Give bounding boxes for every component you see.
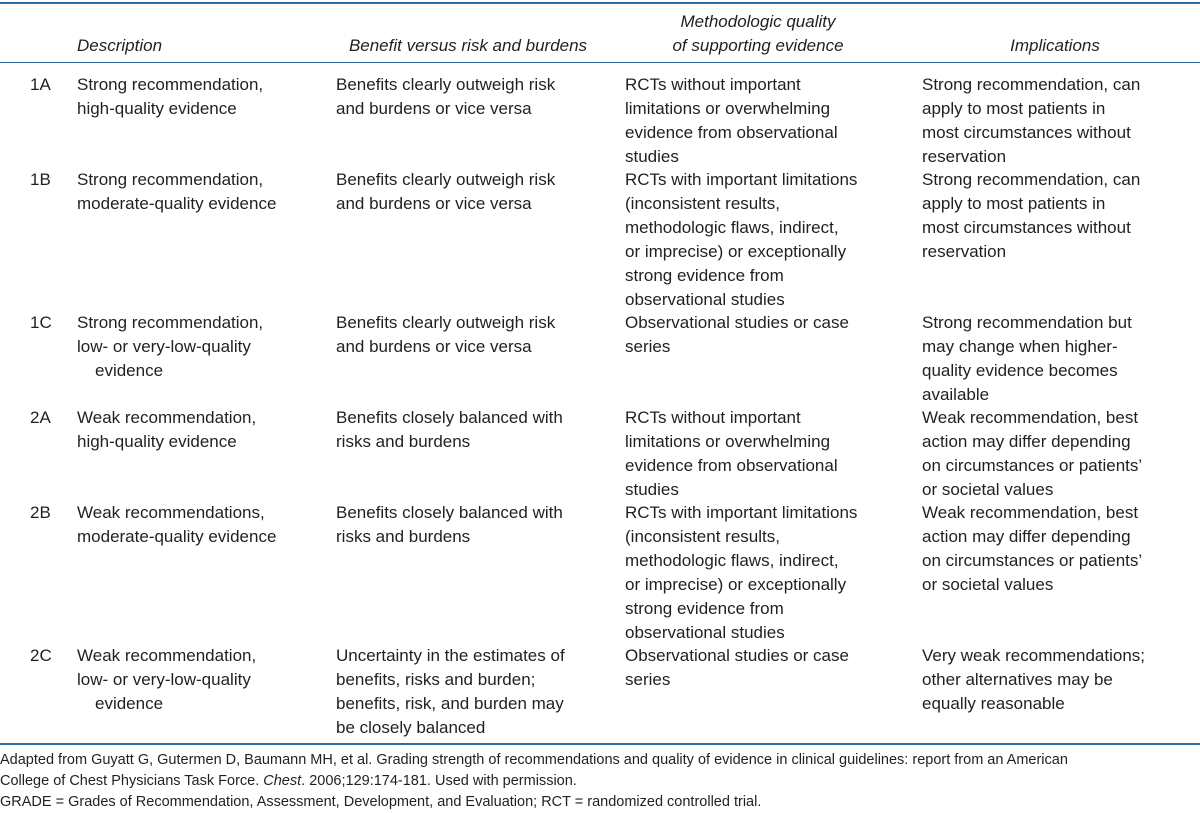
- cell-line: series: [625, 670, 671, 689]
- cell-methodologic-quality: [625, 73, 890, 169]
- cell-line: strong evidence from: [625, 266, 784, 285]
- cell-line: evidence: [95, 361, 164, 380]
- footnote-abbreviations: GRADE = Grades of Recommendation, Assessment, Development, and Evaluation; RCT = randomized controlled trial.: [0, 794, 762, 810]
- row-code: [30, 168, 70, 192]
- header-benefit: Benefit versus risk and burdens: [348, 36, 588, 55]
- cell-line: Strong recommendation,: [77, 170, 264, 189]
- cell-line: Observational studies or case: [625, 313, 849, 332]
- cell-benefit: [336, 311, 601, 359]
- cell-description: [77, 644, 342, 716]
- cell-line: low- or very-low-quality: [77, 337, 251, 356]
- cell-line: strong evidence from: [625, 599, 784, 618]
- cell-line: equally reasonable: [922, 694, 1065, 713]
- cell-line: or imprecise) or exceptionally: [625, 575, 847, 594]
- footnote-line: [0, 771, 1200, 792]
- cell-benefit: [336, 168, 601, 216]
- row-code: [30, 311, 70, 335]
- cell-implications: [922, 311, 1187, 407]
- row-code: [30, 73, 70, 97]
- cell-line: Strong recommendation, can: [922, 170, 1141, 189]
- cell-line: RCTs with important limitations: [625, 503, 858, 522]
- cell-benefit: [336, 644, 601, 740]
- cell-line: most circumstances without: [922, 123, 1131, 142]
- cell-line: 1C: [30, 313, 52, 332]
- cell-line: RCTs without important: [625, 75, 801, 94]
- cell-line: series: [625, 337, 671, 356]
- cell-line: Benefits clearly outweigh risk: [336, 75, 556, 94]
- cell-line: high-quality evidence: [77, 99, 237, 118]
- cell-line: evidence: [95, 694, 164, 713]
- cell-line: and burdens or vice versa: [336, 337, 532, 356]
- cell-line: Weak recommendation, best: [922, 503, 1139, 522]
- cell-line: on circumstances or patients’: [922, 551, 1143, 570]
- cell-line: apply to most patients in: [922, 194, 1106, 213]
- cell-line: methodologic flaws, indirect,: [625, 218, 839, 237]
- cell-description: [77, 73, 342, 121]
- footnote-text: College of Chest Physicians Task Force.: [0, 773, 264, 789]
- header-implications: Implications: [1010, 36, 1100, 55]
- cell-line: limitations or overwhelming: [625, 99, 831, 118]
- cell-line: Strong recommendation, can: [922, 75, 1141, 94]
- cell-line: quality evidence becomes: [922, 361, 1118, 380]
- cell-description: [77, 501, 342, 549]
- cell-line: risks and burdens: [336, 527, 471, 546]
- cell-line: limitations or overwhelming: [625, 432, 831, 451]
- cell-line: Strong recommendation,: [77, 313, 264, 332]
- cell-line: Weak recommendation, best: [922, 408, 1139, 427]
- cell-description: [77, 168, 342, 216]
- cell-line: Benefits closely balanced with: [336, 503, 563, 522]
- cell-line: observational studies: [625, 290, 785, 309]
- cell-benefit: [336, 73, 601, 121]
- journal-title: Chest: [263, 773, 302, 789]
- cell-line: and burdens or vice versa: [336, 194, 532, 213]
- cell-methodologic-quality: [625, 168, 890, 312]
- cell-methodologic-quality: [625, 311, 890, 359]
- row-code: [30, 406, 70, 430]
- cell-line: action may differ depending: [922, 432, 1131, 451]
- cell-line: benefits, risks and burden;: [336, 670, 536, 689]
- cell-benefit: [336, 501, 601, 549]
- cell-line: Benefits closely balanced with: [336, 408, 563, 427]
- cell-methodologic-quality: [625, 406, 890, 502]
- cell-line: 1A: [30, 75, 51, 94]
- cell-line: or imprecise) or exceptionally: [625, 242, 847, 261]
- cell-line: or societal values: [922, 575, 1054, 594]
- cell-line: 2B: [30, 503, 51, 522]
- cell-line: other alternatives may be: [922, 670, 1113, 689]
- row-code: [30, 644, 70, 668]
- cell-description: [77, 406, 342, 454]
- cell-line: evidence from observational: [625, 123, 838, 142]
- cell-line: low- or very-low-quality: [77, 670, 251, 689]
- footnote-line: Adapted from Guyatt G, Gutermen D, Baumann MH, et al. Grading strength of recommendations and quality of evidence in clinical guidelines: report from an American: [0, 752, 1068, 768]
- cell-line: Weak recommendation,: [77, 408, 257, 427]
- cell-implications: [922, 644, 1187, 716]
- cell-line: reservation: [922, 242, 1007, 261]
- cell-line: action may differ depending: [922, 527, 1131, 546]
- cell-line: (inconsistent results,: [625, 194, 780, 213]
- header-method-line: Methodologic quality: [680, 12, 836, 31]
- cell-line: 1B: [30, 170, 51, 189]
- cell-line: moderate-quality evidence: [77, 527, 277, 546]
- cell-line: (inconsistent results,: [625, 527, 780, 546]
- cell-line: apply to most patients in: [922, 99, 1106, 118]
- header-method-line: of supporting evidence: [672, 36, 844, 55]
- cell-line: Strong recommendation but: [922, 313, 1132, 332]
- cell-line: Benefits clearly outweigh risk: [336, 170, 556, 189]
- cell-line: may change when higher-: [922, 337, 1118, 356]
- cell-line: studies: [625, 147, 679, 166]
- cell-line: Uncertainty in the estimates of: [336, 646, 565, 665]
- cell-line: or societal values: [922, 480, 1054, 499]
- cell-line: high-quality evidence: [77, 432, 237, 451]
- cell-line: Very weak recommendations;: [922, 646, 1145, 665]
- cell-line: RCTs with important limitations: [625, 170, 858, 189]
- cell-line: 2C: [30, 646, 52, 665]
- cell-line: and burdens or vice versa: [336, 99, 532, 118]
- cell-line: studies: [625, 480, 679, 499]
- cell-description: [77, 311, 342, 383]
- cell-line: Weak recommendations,: [77, 503, 265, 522]
- cell-line: observational studies: [625, 623, 785, 642]
- cell-implications: [922, 168, 1187, 264]
- cell-line: available: [922, 385, 990, 404]
- cell-line: Observational studies or case: [625, 646, 849, 665]
- cell-methodologic-quality: [625, 644, 890, 692]
- cell-line: Weak recommendation,: [77, 646, 257, 665]
- cell-line: moderate-quality evidence: [77, 194, 277, 213]
- cell-line: benefits, risk, and burden may: [336, 694, 564, 713]
- cell-line: be closely balanced: [336, 718, 486, 737]
- cell-line: on circumstances or patients’: [922, 456, 1143, 475]
- row-code: [30, 501, 70, 525]
- cell-implications: [922, 501, 1187, 597]
- cell-line: Benefits clearly outweigh risk: [336, 313, 556, 332]
- cell-line: Strong recommendation,: [77, 75, 264, 94]
- footnote: [0, 750, 1200, 813]
- cell-line: RCTs without important: [625, 408, 801, 427]
- cell-line: 2A: [30, 408, 51, 427]
- cell-implications: [922, 73, 1187, 169]
- cell-benefit: [336, 406, 601, 454]
- footnote-text: . 2006;129:174-181. Used with permission.: [301, 773, 577, 789]
- cell-methodologic-quality: [625, 501, 890, 645]
- cell-implications: [922, 406, 1187, 502]
- cell-line: methodologic flaws, indirect,: [625, 551, 839, 570]
- cell-line: evidence from observational: [625, 456, 838, 475]
- cell-line: most circumstances without: [922, 218, 1131, 237]
- header-description: Description: [77, 36, 163, 55]
- cell-line: risks and burdens: [336, 432, 471, 451]
- cell-line: reservation: [922, 147, 1007, 166]
